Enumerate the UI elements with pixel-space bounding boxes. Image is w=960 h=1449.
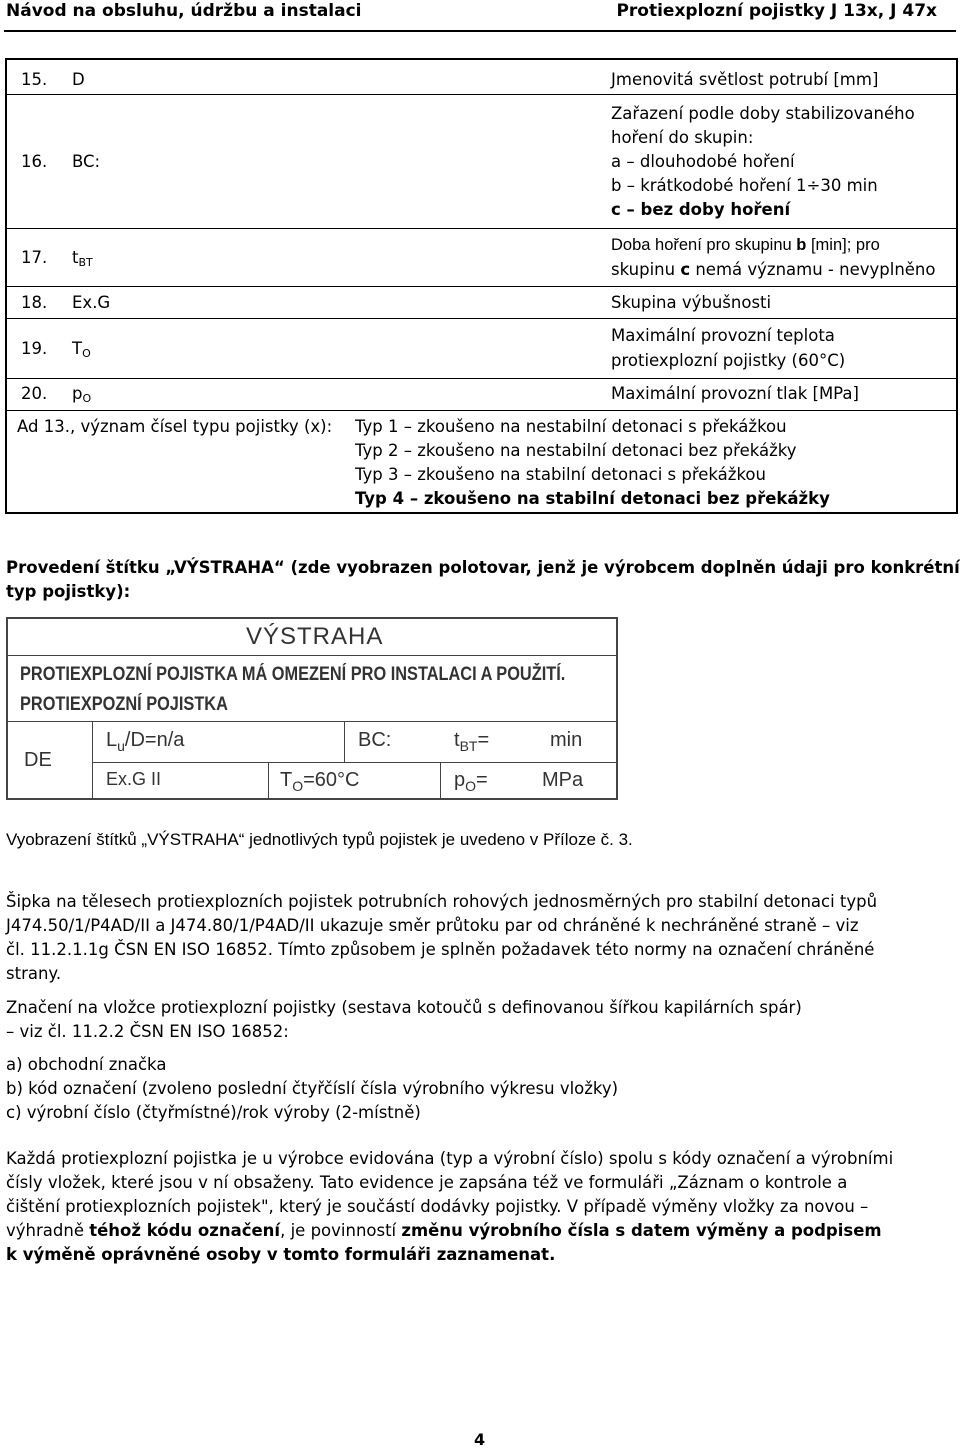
row-15-num: 15.: [21, 70, 48, 89]
row-15-desc: Jmenovitá světlost potrubí [mm]: [611, 70, 879, 89]
final-para-2: čísly vložek, které jsou v ní obsaženy. Tato evidence je zapsána též ve formuláři „Záznam o kontrole a: [6, 1173, 848, 1192]
row-20-num: 20.: [21, 384, 48, 403]
warning-label-to: $T_O=60^\circ C$: [280, 769, 360, 794]
ad13-type-2: Typ 2 – zkoušeno na nestabilní detonaci bez překážky: [355, 441, 797, 460]
row-16-desc-4: b – krátkodobé hoření 1÷30 min: [611, 176, 878, 195]
label-intro-1: Provedení štítku „VÝSTRAHA“ (zde vyobrazen polotovar, jenž je výrobcem doplněn údaji pro konkrétní: [6, 558, 960, 577]
row-19-num: 19.: [21, 339, 48, 358]
list-item-b: b) kód označení (zvoleno poslední čtyřčíslí čísla výrobního výkresu vložky): [6, 1079, 619, 1098]
header-right: Protiexplozní pojistky J 13x, J 47x: [616, 1, 937, 21]
ad13-type-4: Typ 4 – zkoušeno na stabilní detonaci bez překážky: [355, 489, 830, 508]
warning-label-line1: PROTIEXPLOZNÍ POJISTKA MÁ OMEZENÍ PRO INSTALACI A POUŽITÍ.: [20, 664, 566, 685]
header-rule: [4, 30, 956, 32]
row-20-desc: Maximální provozní tlak [MPa]: [611, 384, 859, 403]
warning-label-exg: Ex.G II: [106, 769, 162, 789]
row-17-symbol: $t_{BT}$: [72, 248, 93, 269]
row-16-num: 16.: [21, 152, 48, 171]
row-18-symbol: Ex.G: [72, 293, 111, 312]
header-left: Návod na obsluhu, údržbu a instalaci: [6, 1, 362, 21]
ad13-prefix: Ad 13., význam čísel typu pojistky (x):: [17, 417, 333, 436]
arrow-para-1: Šipka na tělesech protiexplozních pojistek potrubních rohových jednosměrných pro stabilní detonaci typů: [6, 892, 878, 911]
row-19-symbol: $T_O$: [72, 339, 91, 360]
row-16-desc-5: c – bez doby hoření: [611, 200, 791, 219]
final-para-5: k výměně oprávněné osoby v tomto formuláři zaznamenat.: [6, 1245, 556, 1264]
arrow-para-4: strany.: [6, 964, 62, 983]
final-para-4: výhradně téhož kódu označení, je povinností změnu výrobního čísla s datem výměny a podpisem: [6, 1221, 882, 1240]
page-number: 4: [474, 1430, 486, 1449]
row-17-desc-2: skupinu c nemá významu - nevyplněno: [611, 260, 936, 279]
warning-label: [6, 617, 618, 800]
definitions-table: [5, 58, 958, 514]
row-19-desc-2: protiexplozní pojistky (60°C): [611, 351, 846, 370]
label-note: Vyobrazení štítků „VÝSTRAHA“ jednotlivých typů pojistek je uvedeno v Příloze č. 3.: [6, 830, 633, 849]
warning-label-lu: $L_u/D=n/a$: [106, 729, 185, 754]
arrow-para-2: J474.50/1/P4AD/II a J474.80/1/P4AD/II ukazuje směr průtoku par od chráněné k nechráněné straně – viz: [6, 916, 859, 935]
row-16-desc-2: hoření do skupin:: [611, 128, 754, 147]
warning-label-bc: BC:: [358, 729, 392, 751]
warning-label-title: VÝSTRAHA: [246, 623, 384, 650]
warning-label-po: $p_O=$: [454, 769, 488, 794]
row-18-desc: Skupina výbušnosti: [611, 293, 772, 312]
insert-para-1: Značení na vložce protiexplozní pojistky (sestava kotoučů s definovanou šířkou kapilárních spár): [6, 998, 802, 1017]
row-17-desc-1: Doba hoření pro skupinu b [min]; pro: [611, 236, 880, 254]
row-16-symbol: BC:: [72, 152, 101, 171]
row-17-num: 17.: [21, 248, 48, 267]
row-15-symbol: D: [72, 70, 85, 89]
warning-label-de: DE: [24, 749, 52, 771]
row-16-desc-1: Zařazení podle doby stabilizovaného: [611, 104, 915, 123]
row-18-num: 18.: [21, 293, 48, 312]
warning-label-line2: PROTIEXPOZNÍ POJISTKA: [20, 694, 228, 715]
warning-label-min: min: [550, 729, 583, 751]
final-para-3: čištění protiexplozních pojistek", který je součástí dodávky pojistky. V případě výměny vložky za novou –: [6, 1197, 869, 1216]
label-intro-2: typ pojistky):: [6, 582, 131, 601]
list-item-c: c) výrobní číslo (čtyřmístné)/rok výroby (2-místně): [6, 1103, 421, 1122]
row-16-desc-3: a – dlouhodobé hoření: [611, 152, 795, 171]
warning-label-mpa: MPa: [542, 769, 584, 791]
insert-para-2: – viz čl. 11.2.2 ČSN EN ISO 16852:: [6, 1022, 289, 1041]
ad13-type-1: Typ 1 – zkoušeno na nestabilní detonaci s překážkou: [355, 417, 787, 436]
warning-label-tbt: $t_{BT}=$: [454, 729, 490, 754]
ad13-type-3: Typ 3 – zkoušeno na stabilní detonaci s překážkou: [355, 465, 766, 484]
final-para-1: Každá protiexplozní pojistka je u výrobce evidována (typ a výrobní číslo) spolu s kódy označení a výrobními: [6, 1149, 894, 1168]
arrow-para-3: čl. 11.2.1.1g ČSN EN ISO 16852. Tímto způsobem je splněn požadavek této normy na označení chráněné: [6, 940, 875, 959]
list-item-a: a) obchodní značka: [6, 1055, 167, 1074]
row-19-desc-1: Maximální provozní teplota: [611, 326, 835, 345]
row-20-symbol: $p_O$: [72, 384, 92, 405]
